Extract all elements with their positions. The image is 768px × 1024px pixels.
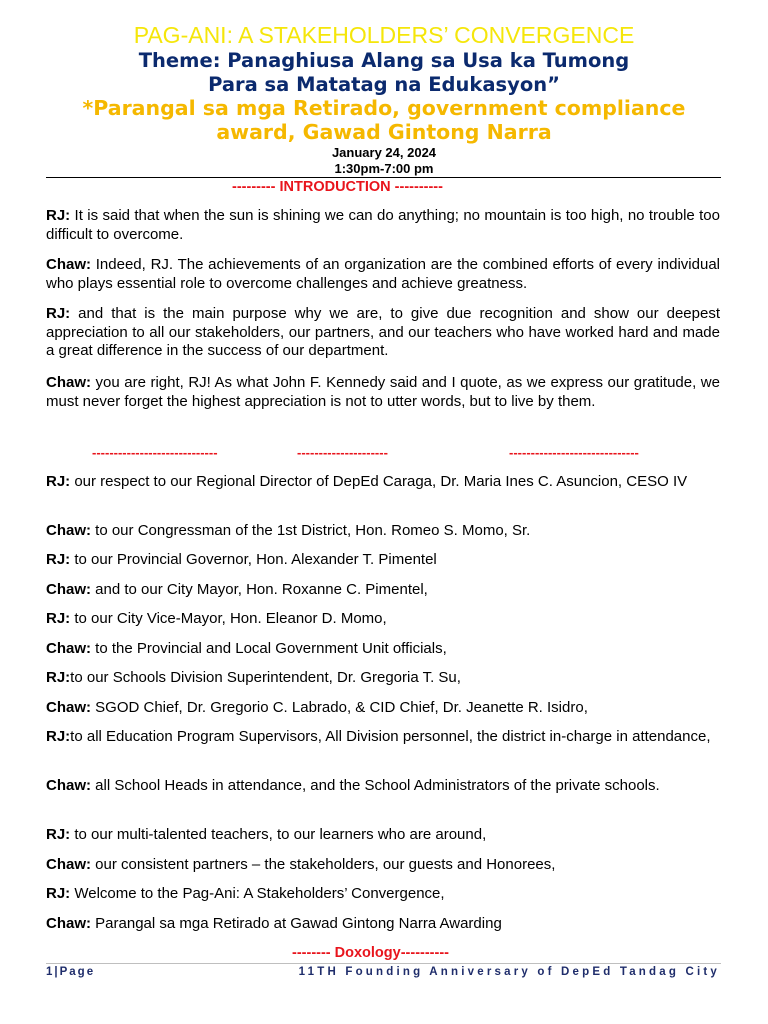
speaker-label: RJ: — [46, 207, 71, 224]
event-date: January 24, 2024 — [331, 145, 437, 160]
theme-line-2: Para sa Matatag na Edukasyon” — [208, 73, 560, 96]
script-line — [46, 699, 720, 718]
theme-line-1: Theme: Panaghiusa Alang sa Usa ka Tumong — [138, 49, 630, 72]
speaker-label: RJ: — [46, 551, 71, 568]
script-line — [46, 669, 720, 688]
speaker-label: RJ: — [46, 885, 71, 902]
line-text: you are right, RJ! As what John F. Kennedy said and I quote, as we express our gratitude, we must never forget the highest appreciation is not to utter words, but to live by them. — [46, 374, 720, 410]
line-text: Indeed, RJ. The achievements of an organization are the combined efforts of every individual who plays essential role to overcome challenges and achieve greatness. — [46, 256, 720, 292]
script-line — [46, 473, 720, 492]
speaker-label: Chaw: — [46, 777, 91, 794]
script-line — [46, 207, 720, 244]
line-text: Parangal sa mga Retirado at Gawad Gintong Narra Awarding — [91, 915, 502, 932]
line-text: and that is the main purpose why we are, to give due recognition and show our deepest appreciation to all our stakeholders, our partners, and our teachers who have worked hard and made a great difference in the success of our department. — [46, 305, 720, 359]
theme-heading — [46, 49, 722, 97]
line-text: to our Congressman of the 1st District, Hon. Romeo S. Momo, Sr. — [91, 522, 531, 539]
line-text: all School Heads in attendance, and the School Administrators of the private schools. — [91, 777, 660, 794]
speaker-label: RJ: — [46, 305, 71, 322]
award-line-1: *Parangal sa mga Retirado, government compliance — [82, 96, 686, 120]
script-line — [46, 305, 720, 361]
script-line — [46, 522, 720, 541]
line-text: to our City Vice-Mayor, Hon. Eleanor D. Momo, — [70, 610, 387, 627]
script-line — [46, 256, 720, 293]
event-time: 1:30pm-7:00 pm — [334, 161, 434, 176]
award-heading — [46, 96, 722, 144]
speaker-label: Chaw: — [46, 522, 91, 539]
speaker-label: Chaw: — [46, 856, 91, 873]
speaker-label: RJ: — [46, 669, 71, 686]
script-line — [46, 915, 720, 934]
script-line — [46, 374, 720, 411]
line-text: SGOD Chief, Dr. Gregorio C. Labrado, & CID Chief, Dr. Jeanette R. Isidro, — [91, 699, 588, 716]
section-divider-right: ------------------------------ — [509, 445, 639, 460]
page-number: 1|Page — [46, 966, 96, 978]
script-line — [46, 551, 720, 570]
line-text: to the Provincial and Local Government Unit officials, — [91, 640, 447, 657]
section-divider-left: ----------------------------- — [92, 445, 218, 460]
footer-caption: 11TH Founding Anniversary of DepEd Tandag City — [298, 966, 720, 978]
line-text: our respect to our Regional Director of DepEd Caraga, Dr. Maria Ines C. Asuncion, CESO IV — [70, 473, 688, 490]
section-divider-center: --------------------- — [297, 445, 388, 460]
speaker-label: Chaw: — [46, 581, 91, 598]
script-line — [46, 885, 720, 904]
footer-divider — [46, 963, 721, 964]
line-text: It is said that when the sun is shining we can do anything; no mountain is too high, no trouble too difficult to overcome. — [46, 207, 720, 243]
speaker-label: RJ: — [46, 473, 71, 490]
speaker-label: Chaw: — [46, 640, 91, 657]
script-line — [46, 856, 720, 875]
header-divider — [46, 177, 721, 178]
line-text: our consistent partners – the stakeholders, our guests and Honorees, — [91, 856, 556, 873]
introduction-heading: --------- INTRODUCTION ---------- — [232, 179, 443, 195]
script-line — [46, 581, 720, 600]
line-text: to our multi-talented teachers, to our learners who are around, — [70, 826, 487, 843]
line-text: to all Education Program Supervisors, All Division personnel, the district in-charge in attendance, — [70, 728, 711, 745]
speaker-label: RJ: — [46, 826, 71, 843]
line-text: and to our City Mayor, Hon. Roxanne C. Pimentel, — [91, 581, 428, 598]
speaker-label: Chaw: — [46, 699, 91, 716]
doxology-heading: -------- Doxology---------- — [292, 945, 450, 961]
script-line — [46, 640, 720, 659]
speaker-label: RJ: — [46, 728, 71, 745]
line-text: to our Schools Division Superintendent, Dr. Gregoria T. Su, — [70, 669, 461, 686]
speaker-label: Chaw: — [46, 915, 91, 932]
script-line — [46, 728, 720, 747]
script-line — [46, 610, 720, 629]
line-text: to our Provincial Governor, Hon. Alexander T. Pimentel — [70, 551, 437, 568]
event-title: PAG-ANI: A STAKEHOLDERS’ CONVERGENCE — [133, 22, 635, 48]
speaker-label: RJ: — [46, 610, 71, 627]
award-line-2: award, Gawad Gintong Narra — [216, 120, 552, 144]
script-line — [46, 777, 720, 796]
script-line — [46, 826, 720, 845]
line-text: Welcome to the Pag-Ani: A Stakeholders’ Convergence, — [70, 885, 445, 902]
speaker-label: Chaw: — [46, 374, 91, 391]
speaker-label: Chaw: — [46, 256, 91, 273]
